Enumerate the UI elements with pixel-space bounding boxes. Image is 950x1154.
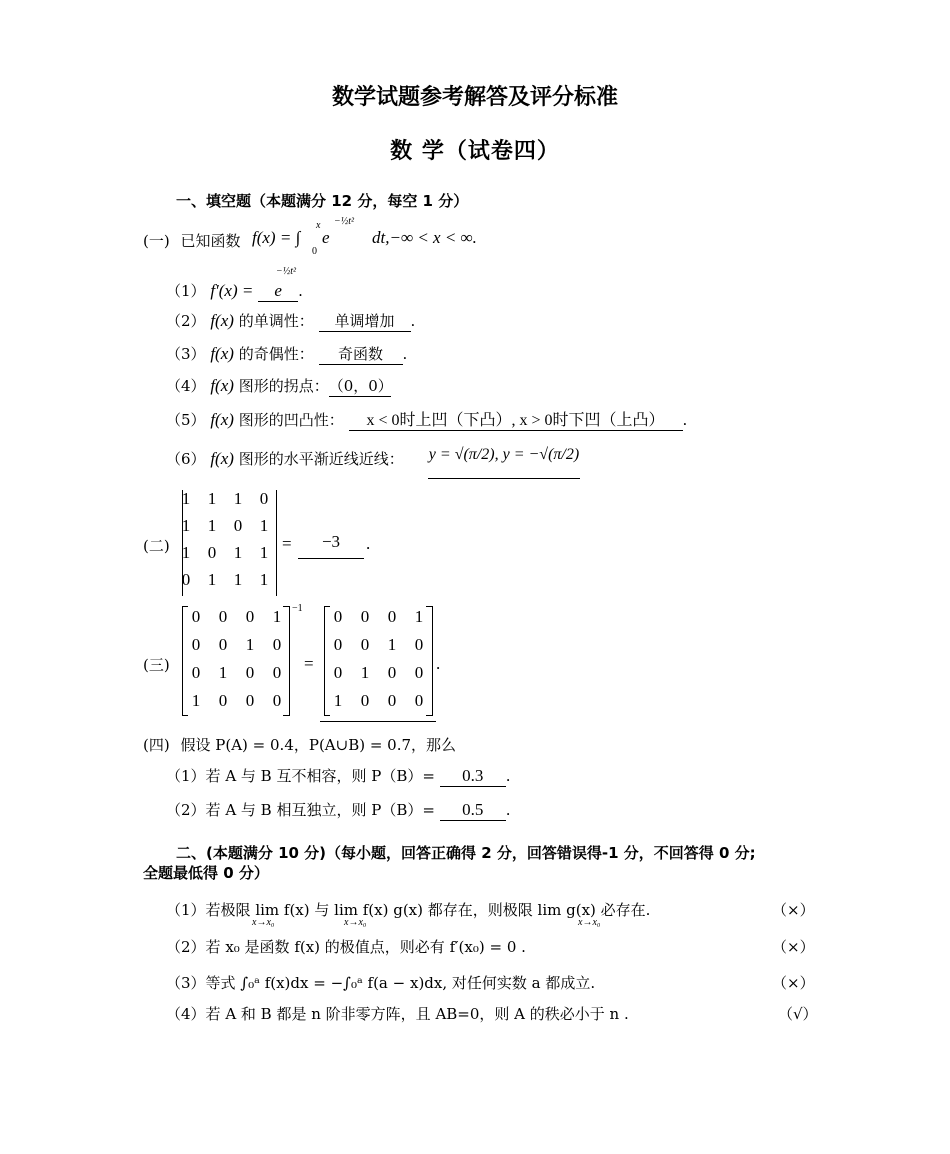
q2-end: .: [366, 534, 371, 553]
matrix-cell: 0: [218, 691, 228, 710]
q1-formula-lhs: f(x) = ∫: [252, 228, 301, 247]
answer-matrix-bracket-l: [324, 606, 325, 716]
matrix-cell: 1: [233, 543, 243, 562]
matrix-cell: 0: [387, 691, 397, 710]
s2-item2-mark: （×）: [772, 938, 815, 956]
matrix-cell: 0: [414, 691, 424, 710]
answer-matrix-bracket-r: [432, 606, 433, 716]
matrix-cell: 0: [272, 691, 282, 710]
matrix-cell: 0: [360, 607, 370, 626]
matrix-cell: 1: [207, 489, 217, 508]
q1-item3: （3） f(x) 的奇偶性： 奇函数 .: [166, 344, 408, 363]
section2-heading-line1: 二、(本题满分 10 分)（每小题，回答正确得 2 分，回答错误得-1 分，不回答得 0 分;: [176, 844, 756, 862]
q1-int-lower: 0: [312, 246, 317, 257]
matrix-cell: 0: [259, 489, 269, 508]
matrix-cell: 0: [414, 663, 424, 682]
q3-end: .: [436, 654, 441, 673]
matrix-cell: 0: [387, 663, 397, 682]
q1-int-upper: x: [316, 220, 321, 231]
q2-label: (二): [143, 537, 170, 555]
matrix-cell: 0: [207, 543, 217, 562]
s2-item1-sub-a: x→x₀: [252, 917, 275, 928]
section1-heading: 一、填空题（本题满分 12 分，每空 1 分）: [176, 192, 469, 210]
matrix-cell: 0: [218, 635, 228, 654]
matrix-cell: 1: [207, 516, 217, 535]
q1-item1-text: f′(x) =: [210, 281, 254, 300]
matrix-cell: 0: [272, 635, 282, 654]
matrix-cell: 0: [245, 691, 255, 710]
matrix-cell: 1: [245, 635, 255, 654]
q1-item6-answer: y = √(π/2), y = −√(π/2): [428, 446, 580, 479]
q1-e: e: [322, 228, 330, 247]
q1-line: [143, 230, 241, 251]
matrix-cell: 1: [387, 635, 397, 654]
matrix-cell: 1: [272, 607, 282, 626]
s2-item1-sub-b: x→x₀: [344, 917, 367, 928]
q1-item1-answer: e: [258, 281, 298, 302]
s2-item1: （1）若极限 lim f(x) 与 lim f(x) g(x) 都存在，则极限 lim g(x) 必存在.: [166, 901, 651, 919]
matrix-cell: 0: [233, 516, 243, 535]
q4-item2-answer: 0.5: [440, 800, 506, 821]
q1-label: (一): [143, 232, 170, 250]
det-right-bar: [276, 490, 277, 596]
q1-formula-rhs: dt,−∞ < x < ∞.: [372, 228, 477, 247]
matrix-cell: 0: [181, 570, 191, 589]
matrix-left-bracket-l: [182, 606, 183, 716]
q1-item5: （5） f(x) 图形的凹凸性： x < 0时上凹（下凸）, x > 0时下凹（上凸） .: [166, 407, 687, 431]
matrix-left-bracket-r: [289, 606, 290, 716]
matrix-cell: 0: [245, 663, 255, 682]
answer-matrix-underline: [320, 721, 436, 722]
s2-item1-sub-c: x→x₀: [578, 917, 601, 928]
matrix-cell: 1: [259, 570, 269, 589]
q1-item5-answer: x < 0时上凹（下凸）, x > 0时下凹（上凸）: [349, 407, 683, 431]
q3-label: (三): [143, 656, 170, 674]
s2-item4-mark: （√）: [778, 1005, 818, 1023]
matrix-cell: 1: [218, 663, 228, 682]
matrix-cell: 1: [414, 607, 424, 626]
q1-item1: （1） f′(x) = e .: [166, 281, 303, 300]
matrix-cell: 0: [333, 607, 343, 626]
q1-item6: （6） f(x) 图形的水平渐近线近线：: [166, 449, 404, 468]
q3-eq: =: [304, 654, 314, 673]
q4-item2: （2）若 A 与 B 相互独立，则 P（B）= 0.5 .: [166, 800, 511, 819]
matrix-cell: 1: [207, 570, 217, 589]
q1-exponent: −½t²: [334, 216, 355, 227]
q1-item4-answer: （0，0）: [328, 377, 393, 395]
s2-item1-mark: （×）: [772, 901, 815, 919]
matrix-cell: 0: [333, 663, 343, 682]
q1-item3-answer: 奇函数: [319, 343, 403, 365]
q1-text: 已知函数: [180, 232, 241, 250]
q4-text: 假设 P(A) = 0.4，P(A∪B) = 0.7，那么: [180, 736, 457, 754]
matrix-cell: 0: [191, 635, 201, 654]
matrix-cell: 1: [259, 516, 269, 535]
matrix-cell: 1: [360, 663, 370, 682]
matrix-cell: 1: [333, 691, 343, 710]
q1-item4: （4） f(x) 图形的拐点：（0，0）: [166, 376, 393, 395]
document-subtitle: 数 学（试卷四）: [390, 139, 560, 164]
matrix-cell: 0: [333, 635, 343, 654]
matrix-cell: 0: [414, 635, 424, 654]
q4-item1: （1）若 A 与 B 互不相容，则 P（B）= 0.3 .: [166, 766, 511, 785]
matrix-cell: 1: [181, 543, 191, 562]
q2-eq: =: [282, 534, 292, 553]
q1-item1-num: （1）: [166, 282, 206, 300]
q4-line: (四) 假设 P(A) = 0.4，P(A∪B) = 0.7，那么: [143, 736, 457, 754]
matrix-cell: 1: [191, 691, 201, 710]
matrix-cell: 0: [387, 607, 397, 626]
matrix-cell: 0: [360, 635, 370, 654]
matrix-cell: 1: [233, 570, 243, 589]
matrix-cell: 0: [245, 607, 255, 626]
q4-item1-answer: 0.3: [440, 766, 506, 787]
q1-item1-answer-exp: −½t²: [276, 266, 297, 277]
section2-heading-line2: 全题最低得 0 分）: [143, 864, 269, 882]
s2-item2: （2）若 x₀ 是函数 f(x) 的极值点，则必有 f′(x₀) = 0 .: [166, 938, 526, 956]
matrix-cell: 1: [181, 516, 191, 535]
matrix-cell: 1: [181, 489, 191, 508]
matrix-cell: 0: [272, 663, 282, 682]
document-title: 数学试题参考解答及评分标准: [331, 85, 618, 110]
q2-answer: −3: [298, 532, 364, 559]
s2-item3-mark: （×）: [772, 974, 815, 992]
matrix-cell: 1: [233, 489, 243, 508]
matrix-cell: 0: [191, 607, 201, 626]
matrix-cell: 0: [360, 691, 370, 710]
q3-inverse-sup: −1: [292, 603, 303, 614]
q1-item2: （2） f(x) 的单调性： 单调增加 .: [166, 311, 416, 330]
q1-item2-answer: 单调增加: [319, 310, 411, 332]
matrix-cell: 0: [218, 607, 228, 626]
matrix-cell: 1: [259, 543, 269, 562]
matrix-cell: 0: [191, 663, 201, 682]
s2-item3: （3）等式 ∫₀ᵃ f(x)dx = −∫₀ᵃ f(a − x)dx, 对任何实数 a 都成立.: [166, 974, 596, 992]
s2-item4: （4）若 A 和 B 都是 n 阶非零方阵，且 AB=0，则 A 的秩必小于 n .: [166, 1005, 629, 1023]
